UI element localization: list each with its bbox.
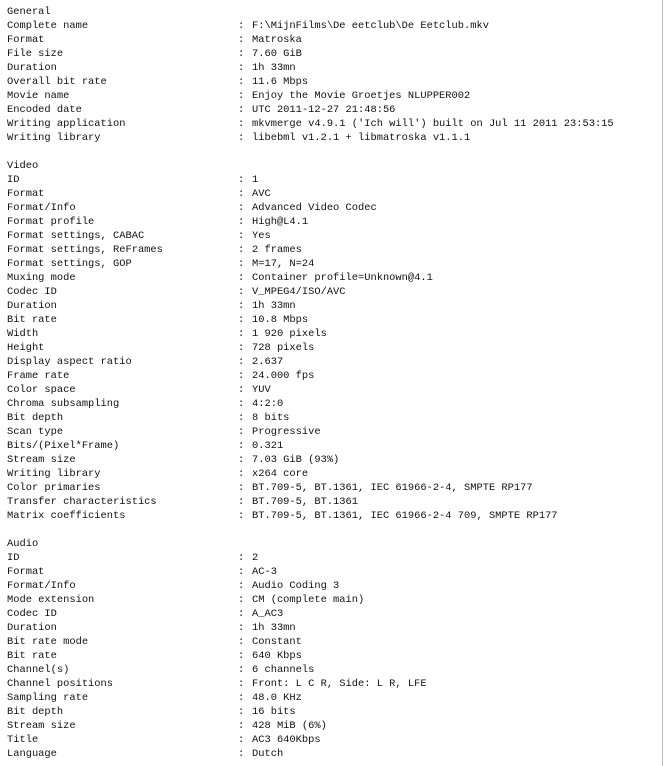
info-key: Mode extension [7,594,95,606]
info-value: 2.637 [252,356,284,368]
info-row [7,33,662,47]
info-key: Stream size [7,454,76,466]
info-key: Matrix coefficients [7,510,126,522]
info-value: 16 bits [252,706,296,718]
info-row [7,579,662,593]
info-separator: : [238,398,245,410]
info-value: AC3 640Kbps [252,734,321,746]
info-key: Writing library [7,132,101,144]
info-row [7,453,662,467]
info-separator: : [238,216,245,228]
info-key: Sampling rate [7,692,89,704]
info-value: 2 frames [252,244,302,256]
info-separator: : [238,748,245,760]
info-separator: : [238,118,245,130]
info-separator: : [238,734,245,746]
info-row [7,327,662,341]
info-key: Color space [7,384,76,396]
info-row [7,313,662,327]
info-key: Bit rate [7,314,57,326]
info-value: M=17, N=24 [252,258,315,270]
info-value: 7.60 GiB [252,48,302,60]
info-key: Duration [7,300,57,312]
info-key: Codec ID [7,286,57,298]
info-row [7,229,662,243]
info-value: 1h 33mn [252,622,296,634]
info-key: Height [7,342,45,354]
info-key: Overall bit rate [7,76,107,88]
info-key: Color primaries [7,482,101,494]
info-key: Display aspect ratio [7,356,132,368]
info-key: Movie name [7,90,70,102]
info-value: Dutch [252,748,284,760]
info-key: Bit depth [7,412,64,424]
info-row [7,131,662,145]
info-separator: : [238,20,245,32]
info-key: Scan type [7,426,64,438]
info-value: 2 [252,552,259,564]
info-separator: : [238,48,245,60]
info-separator: : [238,440,245,452]
info-row [7,19,662,33]
info-row [7,187,662,201]
info-key: Encoded date [7,104,82,116]
info-row [7,89,662,103]
info-value: x264 core [252,468,309,480]
info-value: Progressive [252,426,321,438]
info-key: Channel(s) [7,664,70,676]
info-separator: : [238,608,245,620]
info-key: Writing library [7,468,101,480]
info-row [7,705,662,719]
info-separator: : [238,566,245,578]
info-value: 24.000 fps [252,370,315,382]
info-row [7,649,662,663]
info-key: Format settings, CABAC [7,230,145,242]
info-row [7,425,662,439]
info-value: 8 bits [252,412,290,424]
info-row [7,719,662,733]
info-key: Language [7,748,57,760]
info-value: UTC 2011-12-27 21:48:56 [252,104,396,116]
info-row [7,663,662,677]
info-separator: : [238,104,245,116]
info-value: BT.709-5, BT.1361, IEC 61966-2-4 709, SMPTE RP177 [252,510,558,522]
info-key: Writing application [7,118,126,130]
info-key: Transfer characteristics [7,496,157,508]
info-row [7,103,662,117]
info-value: libebml v1.2.1 + libmatroska v1.1.1 [252,132,471,144]
info-row [7,257,662,271]
info-value: High@L4.1 [252,216,309,228]
info-value: BT.709-5, BT.1361, IEC 61966-2-4, SMPTE RP177 [252,482,533,494]
info-row [7,271,662,285]
info-row [7,215,662,229]
info-value: 11.6 Mbps [252,76,309,88]
info-row [7,593,662,607]
info-key: Format [7,566,45,578]
info-row [7,621,662,635]
info-separator: : [238,174,245,186]
info-value: mkvmerge v4.9.1 ('Ich will') built on Jul 11 2011 23:53:15 [252,118,614,130]
info-separator: : [238,552,245,564]
info-value: Enjoy the Movie Groetjes NLUPPER002 [252,90,471,102]
info-value: A_AC3 [252,608,284,620]
info-row [7,691,662,705]
info-value: 0.321 [252,440,284,452]
info-value: BT.709-5, BT.1361 [252,496,359,508]
info-key: Format profile [7,216,95,228]
info-separator: : [238,34,245,46]
info-value: Audio Coding 3 [252,580,340,592]
info-value: AVC [252,188,271,200]
info-value: 4:2:0 [252,398,284,410]
info-value: Matroska [252,34,302,46]
info-row [7,383,662,397]
info-separator: : [238,244,245,256]
info-separator: : [238,328,245,340]
info-separator: : [238,412,245,424]
info-value: Container profile=Unknown@4.1 [252,272,433,284]
info-separator: : [238,636,245,648]
info-row [7,299,662,313]
info-separator: : [238,90,245,102]
info-value: V_MPEG4/ISO/AVC [252,286,346,298]
info-separator: : [238,650,245,662]
info-row [7,495,662,509]
info-separator: : [238,510,245,522]
info-separator: : [238,314,245,326]
info-key: Duration [7,622,57,634]
info-value: CM (complete main) [252,594,365,606]
info-value: Advanced Video Codec [252,202,377,214]
info-key: ID [7,552,20,564]
info-value: YUV [252,384,271,396]
info-value: 1h 33mn [252,62,296,74]
section-header-general: General [7,6,51,18]
info-row [7,467,662,481]
info-separator: : [238,384,245,396]
info-separator: : [238,482,245,494]
info-key: Stream size [7,720,76,732]
info-key: Format [7,34,45,46]
info-row [7,481,662,495]
info-key: Format/Info [7,580,76,592]
info-separator: : [238,188,245,200]
info-separator: : [238,342,245,354]
info-separator: : [238,580,245,592]
section-header-video: Video [7,160,39,172]
info-row [7,369,662,383]
info-row [7,285,662,299]
info-value: F:\MijnFilms\De eetclub\De Eetclub.mkv [252,20,489,32]
info-row [7,733,662,747]
info-separator: : [238,594,245,606]
info-separator: : [238,132,245,144]
info-separator: : [238,230,245,242]
info-separator: : [238,678,245,690]
info-separator: : [238,692,245,704]
info-row [7,61,662,75]
info-separator: : [238,76,245,88]
info-row [7,243,662,257]
info-separator: : [238,622,245,634]
info-value: 10.8 Mbps [252,314,309,326]
section-spacer [7,523,662,537]
info-separator: : [238,706,245,718]
info-row [7,677,662,691]
info-key: File size [7,48,64,60]
info-key: Complete name [7,20,89,32]
info-row [7,439,662,453]
info-key: Title [7,734,39,746]
info-key: Width [7,328,39,340]
info-key: Format settings, ReFrames [7,244,163,256]
info-separator: : [238,286,245,298]
info-key: Channel positions [7,678,114,690]
info-key: Duration [7,62,57,74]
info-row [7,747,662,761]
info-separator: : [238,496,245,508]
info-value: AC-3 [252,566,277,578]
info-separator: : [238,258,245,270]
info-row [7,117,662,131]
info-separator: : [238,272,245,284]
info-value: 428 MiB (6%) [252,720,327,732]
info-row [7,565,662,579]
info-row [7,397,662,411]
info-key: Bit rate [7,650,57,662]
info-value: 640 Kbps [252,650,302,662]
info-key: Bit rate mode [7,636,89,648]
info-key: Codec ID [7,608,57,620]
info-key: Frame rate [7,370,70,382]
info-value: 1 [252,174,259,186]
info-row [7,47,662,61]
section-header-audio: Audio [7,538,39,550]
info-row [7,607,662,621]
info-key: ID [7,174,20,186]
info-key: Format settings, GOP [7,258,132,270]
info-value: 1 920 pixels [252,328,327,340]
info-value: 6 channels [252,664,315,676]
info-value: 48.0 KHz [252,692,302,704]
info-value: 1h 33mn [252,300,296,312]
info-separator: : [238,300,245,312]
info-value: Front: L C R, Side: L R, LFE [252,678,427,690]
info-row [7,341,662,355]
info-separator: : [238,62,245,74]
info-key: Muxing mode [7,272,76,284]
section-spacer [7,145,662,159]
info-separator: : [238,454,245,466]
info-key: Bit depth [7,706,64,718]
info-row [7,201,662,215]
info-key: Format/Info [7,202,76,214]
info-row [7,551,662,565]
info-row [7,355,662,369]
info-value: 7.03 GiB (93%) [252,454,340,466]
info-row [7,75,662,89]
info-row [7,173,662,187]
info-row [7,635,662,649]
info-separator: : [238,356,245,368]
info-value: Yes [252,230,271,242]
info-row [7,411,662,425]
info-separator: : [238,202,245,214]
info-key: Bits/(Pixel*Frame) [7,440,120,452]
info-separator: : [238,720,245,732]
info-separator: : [238,468,245,480]
info-key: Format [7,188,45,200]
info-value: Constant [252,636,302,648]
info-key: Chroma subsampling [7,398,120,410]
info-value: 728 pixels [252,342,315,354]
info-row [7,509,662,523]
info-separator: : [238,426,245,438]
info-separator: : [238,370,245,382]
info-separator: : [238,664,245,676]
